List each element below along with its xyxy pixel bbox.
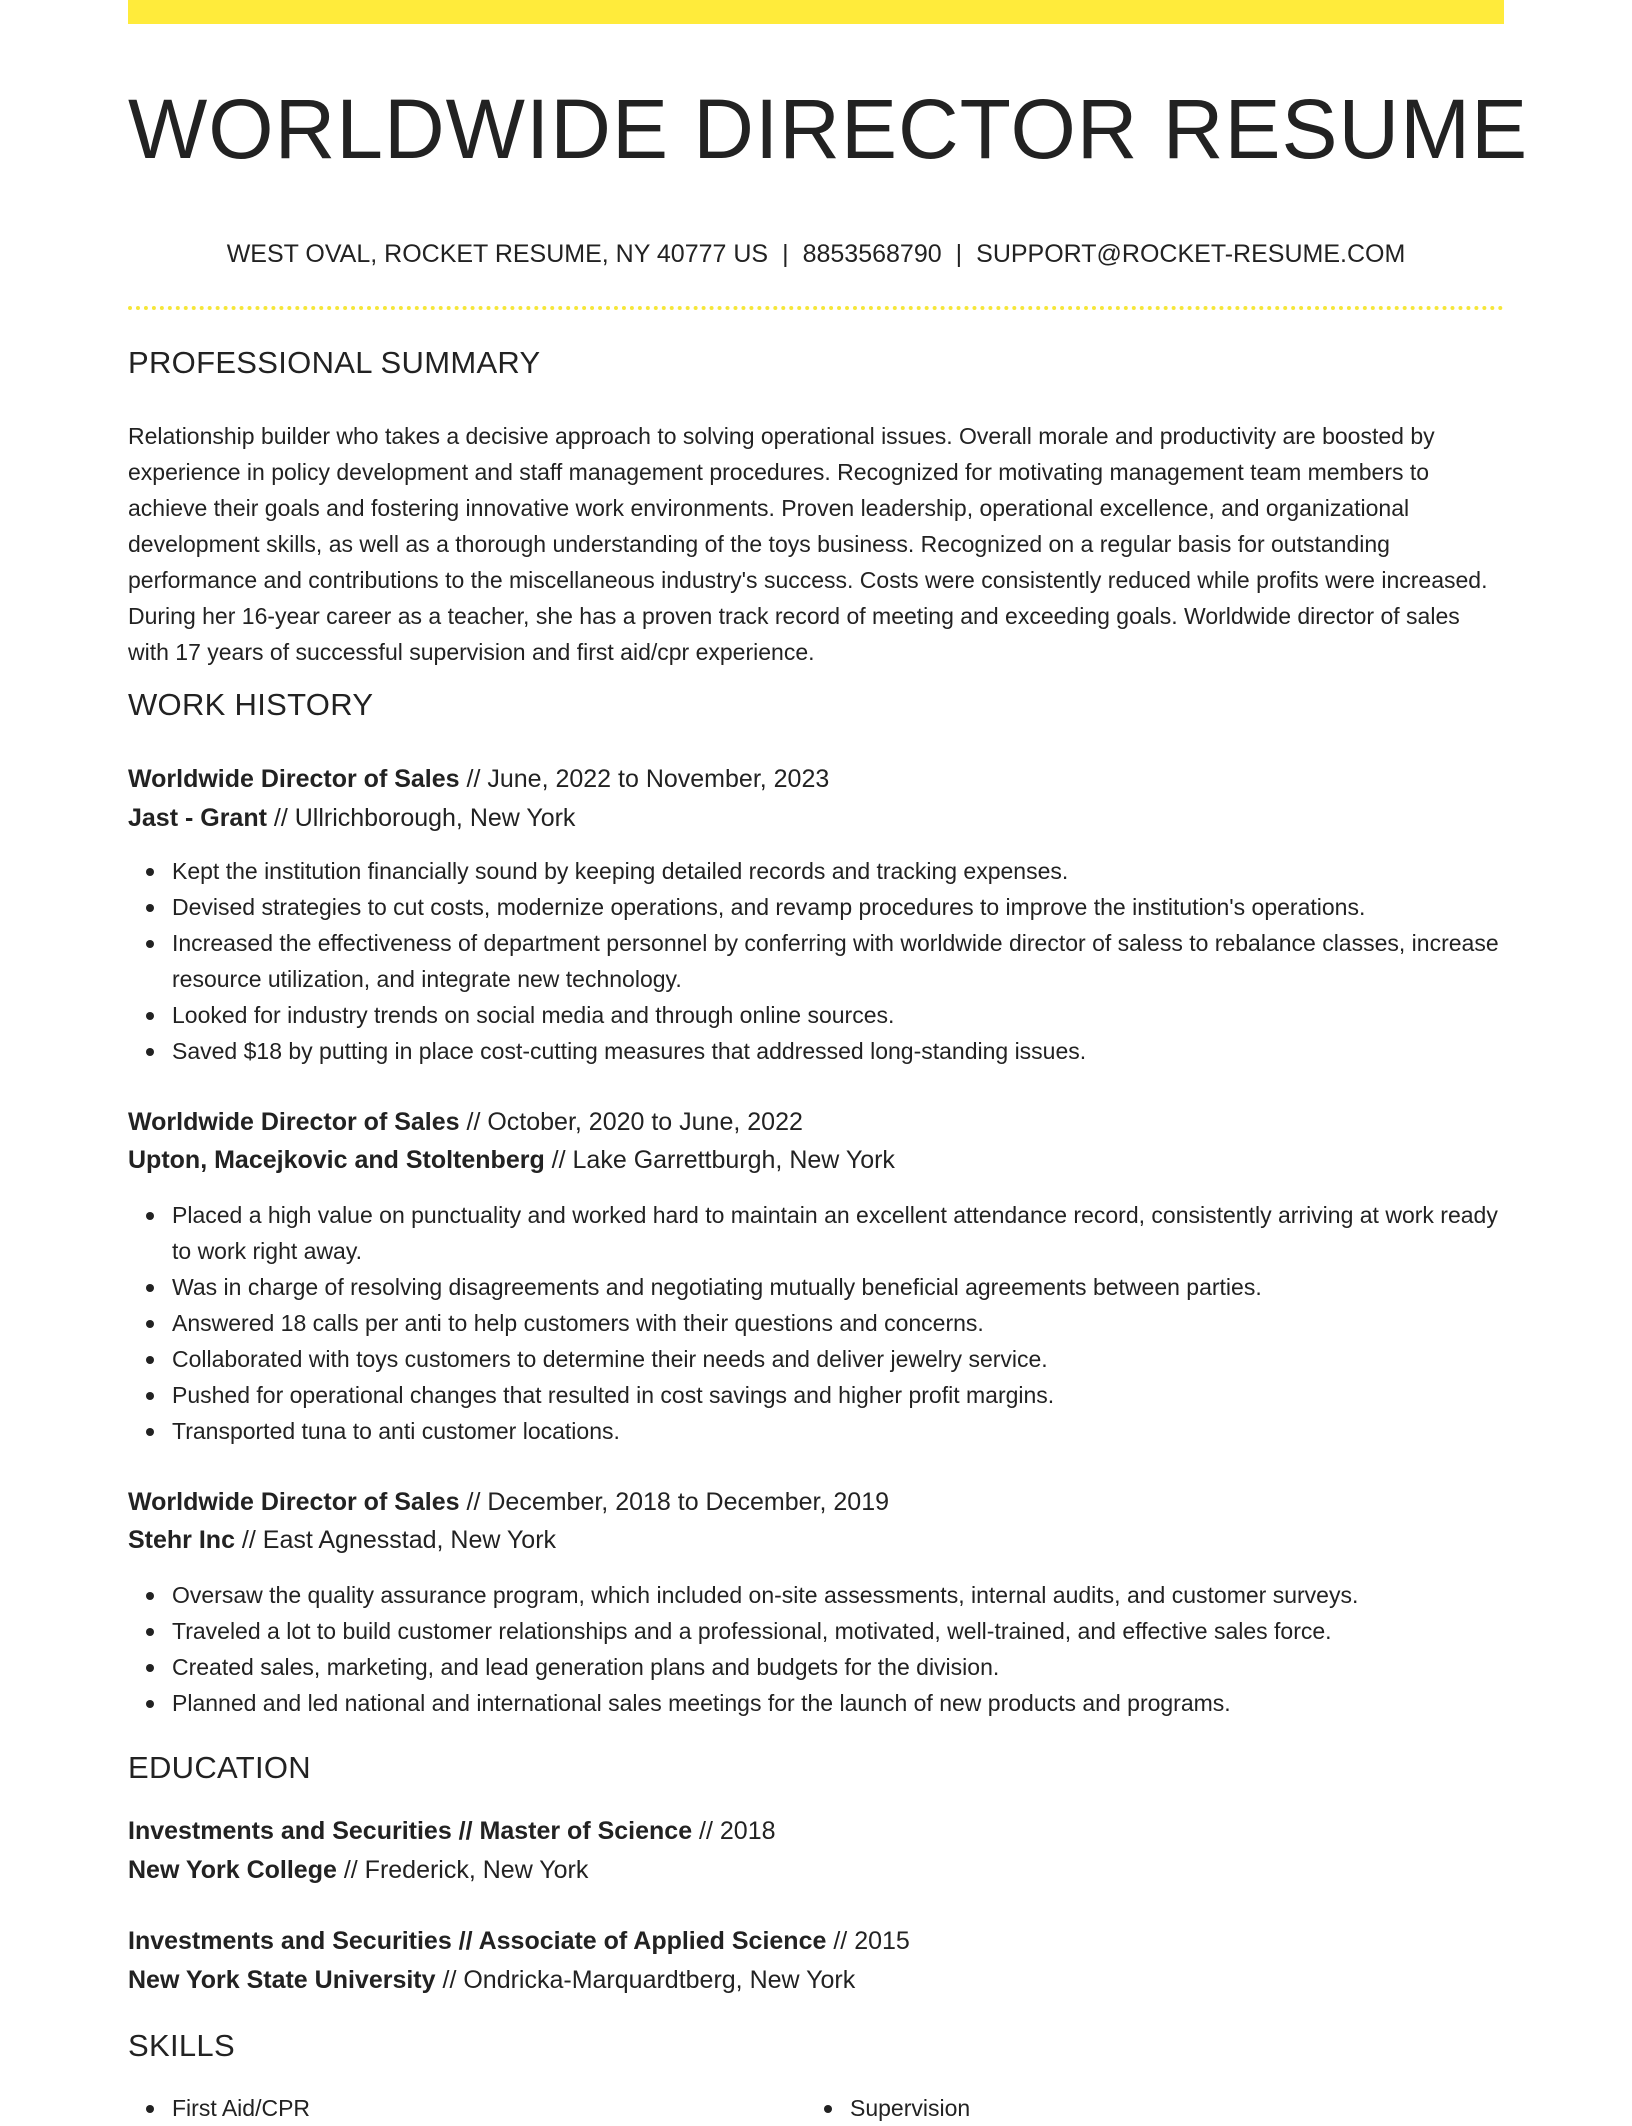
education-2-school-line (128, 1961, 855, 1999)
job-1-bullets (128, 853, 1504, 1069)
contact-email: SUPPORT@ROCKET-RESUME.COM (976, 240, 1406, 268)
job-separator: // (459, 1108, 488, 1136)
education-school: New York State University (128, 1966, 436, 1994)
job-bullet: Saved $18 by putting in place cost-cutting measures that addressed long-standing issues. (172, 1033, 1504, 1069)
job-company: Upton, Macejkovic and Stoltenberg (128, 1146, 545, 1174)
job-bullet: Looked for industry trends on social media and through online sources. (172, 997, 1504, 1033)
education-degree: Investments and Securities // Master of Science (128, 1817, 693, 1845)
job-company: Stehr Inc (128, 1526, 235, 1554)
job-separator: // (459, 765, 488, 793)
education-location: Frederick, New York (364, 1856, 589, 1884)
job-role: Worldwide Director of Sales (128, 765, 460, 793)
job-bullet: Answered 18 calls per anti to help customers with their questions and concerns. (172, 1305, 1504, 1341)
job-separator: // (234, 1526, 263, 1554)
contact-line (128, 236, 1504, 272)
job-location: Lake Garrettburgh, New York (572, 1146, 895, 1174)
education-year: 2015 (854, 1927, 910, 1955)
education-school: New York College (128, 1856, 337, 1884)
resume-page (128, 0, 1529, 2121)
summary-heading: PROFESSIONAL SUMMARY (128, 345, 541, 380)
summary-text: Relationship builder who takes a decisive approach to solving operational issues. Overall morale and productivity are boosted by experience in policy development and staff management procedures. Recognized for motivating management team members to achieve their goals and fostering innovative work environments. Proven leadership, operational excellence, and organizational development skills, as well as a thorough understanding of the toys business. Recognized on a regular basis for outstanding performance and contributions to the miscellaneous industry's success. Costs were consistently reduced while profits were increased. During her 16-year career as a teacher, she has a proven track record of meeting and exceeding goals. Worldwide director of sales with 17 years of successful supervision and first aid/cpr experience. (128, 423, 1488, 665)
job-1-title-line (128, 760, 829, 798)
education-degree: Investments and Securities // Associate of Applied Science (128, 1927, 827, 1955)
education-separator: // (692, 1817, 720, 1845)
education-separator: // (336, 1856, 365, 1884)
job-bullet: Oversaw the quality assurance program, which included on-site assessments, internal audits, and customer surveys. (172, 1577, 1504, 1613)
job-bullet: Increased the effectiveness of department personnel by conferring with worldwide director of saless to rebalance classes, increase resource utilization, and integrate new technology. (172, 925, 1504, 997)
job-separator: // (459, 1488, 488, 1516)
job-3-company-line (128, 1521, 556, 1559)
resume-name: WORLDWIDE DIRECTOR RESUME (128, 82, 1529, 176)
contact-address: WEST OVAL, ROCKET RESUME, NY 40777 US (226, 240, 769, 268)
education-1-degree-line (128, 1812, 776, 1850)
job-bullet: Pushed for operational changes that resulted in cost savings and higher profit margins. (172, 1377, 1504, 1413)
contact-separator: | (782, 240, 789, 268)
education-heading: EDUCATION (128, 1750, 311, 1785)
skills-heading: SKILLS (128, 2028, 235, 2063)
job-bullet: Transported tuna to anti customer locations. (172, 1413, 1504, 1449)
job-separator: // (266, 804, 295, 832)
contact-phone: 8853568790 (802, 240, 942, 268)
education-1-school-line (128, 1851, 588, 1889)
accent-bar (128, 0, 1504, 24)
education-2-degree-line (128, 1922, 910, 1960)
education-location: Ondricka-Marquardtberg, New York (463, 1966, 856, 1994)
job-bullet: Was in charge of resolving disagreements and negotiating mutually beneficial agreements between parties. (172, 1269, 1504, 1305)
job-role: Worldwide Director of Sales (128, 1108, 460, 1136)
contact-separator: | (955, 240, 963, 268)
job-bullet: Traveled a lot to build customer relationships and a professional, motivated, well-trained, and effective sales force. (172, 1613, 1504, 1649)
education-separator: // (826, 1927, 855, 1955)
job-2-bullets (128, 1197, 1504, 1449)
job-dates: December, 2018 to December, 2019 (487, 1488, 889, 1516)
education-separator: // (435, 1966, 464, 1994)
job-separator: // (544, 1146, 573, 1174)
education-year: 2018 (719, 1817, 776, 1845)
job-dates: October, 2020 to June, 2022 (487, 1108, 803, 1136)
job-1-company-line (128, 799, 575, 837)
job-bullet: Created sales, marketing, and lead generation plans and budgets for the division. (172, 1649, 1504, 1685)
job-company: Jast - Grant (128, 804, 267, 832)
job-3-title-line (128, 1483, 889, 1521)
job-3-bullets (128, 1577, 1504, 1721)
skill-item: First Aid/CPR (128, 2090, 310, 2126)
job-dates: June, 2022 to November, 2023 (487, 765, 830, 793)
job-bullet: Collaborated with toys customers to determine their needs and deliver jewelry service. (172, 1341, 1504, 1377)
header-divider (128, 306, 1504, 310)
job-2-company-line (128, 1141, 895, 1179)
skill-item: Supervision (806, 2090, 970, 2126)
job-2-title-line (128, 1103, 803, 1141)
job-location: East Agnesstad, New York (262, 1526, 557, 1554)
job-role: Worldwide Director of Sales (128, 1488, 460, 1516)
job-bullet: Devised strategies to cut costs, modernize operations, and revamp procedures to improve the institution's operations. (172, 889, 1504, 925)
job-location: Ullrichborough, New York (294, 804, 576, 832)
job-bullet: Planned and led national and international sales meetings for the launch of new products and programs. (172, 1685, 1504, 1721)
job-bullet: Placed a high value on punctuality and worked hard to maintain an excellent attendance record, consistently arriving at work ready to work right away. (172, 1197, 1504, 1269)
work-history-heading: WORK HISTORY (128, 687, 374, 722)
job-bullet: Kept the institution financially sound by keeping detailed records and tracking expenses. (172, 853, 1504, 889)
